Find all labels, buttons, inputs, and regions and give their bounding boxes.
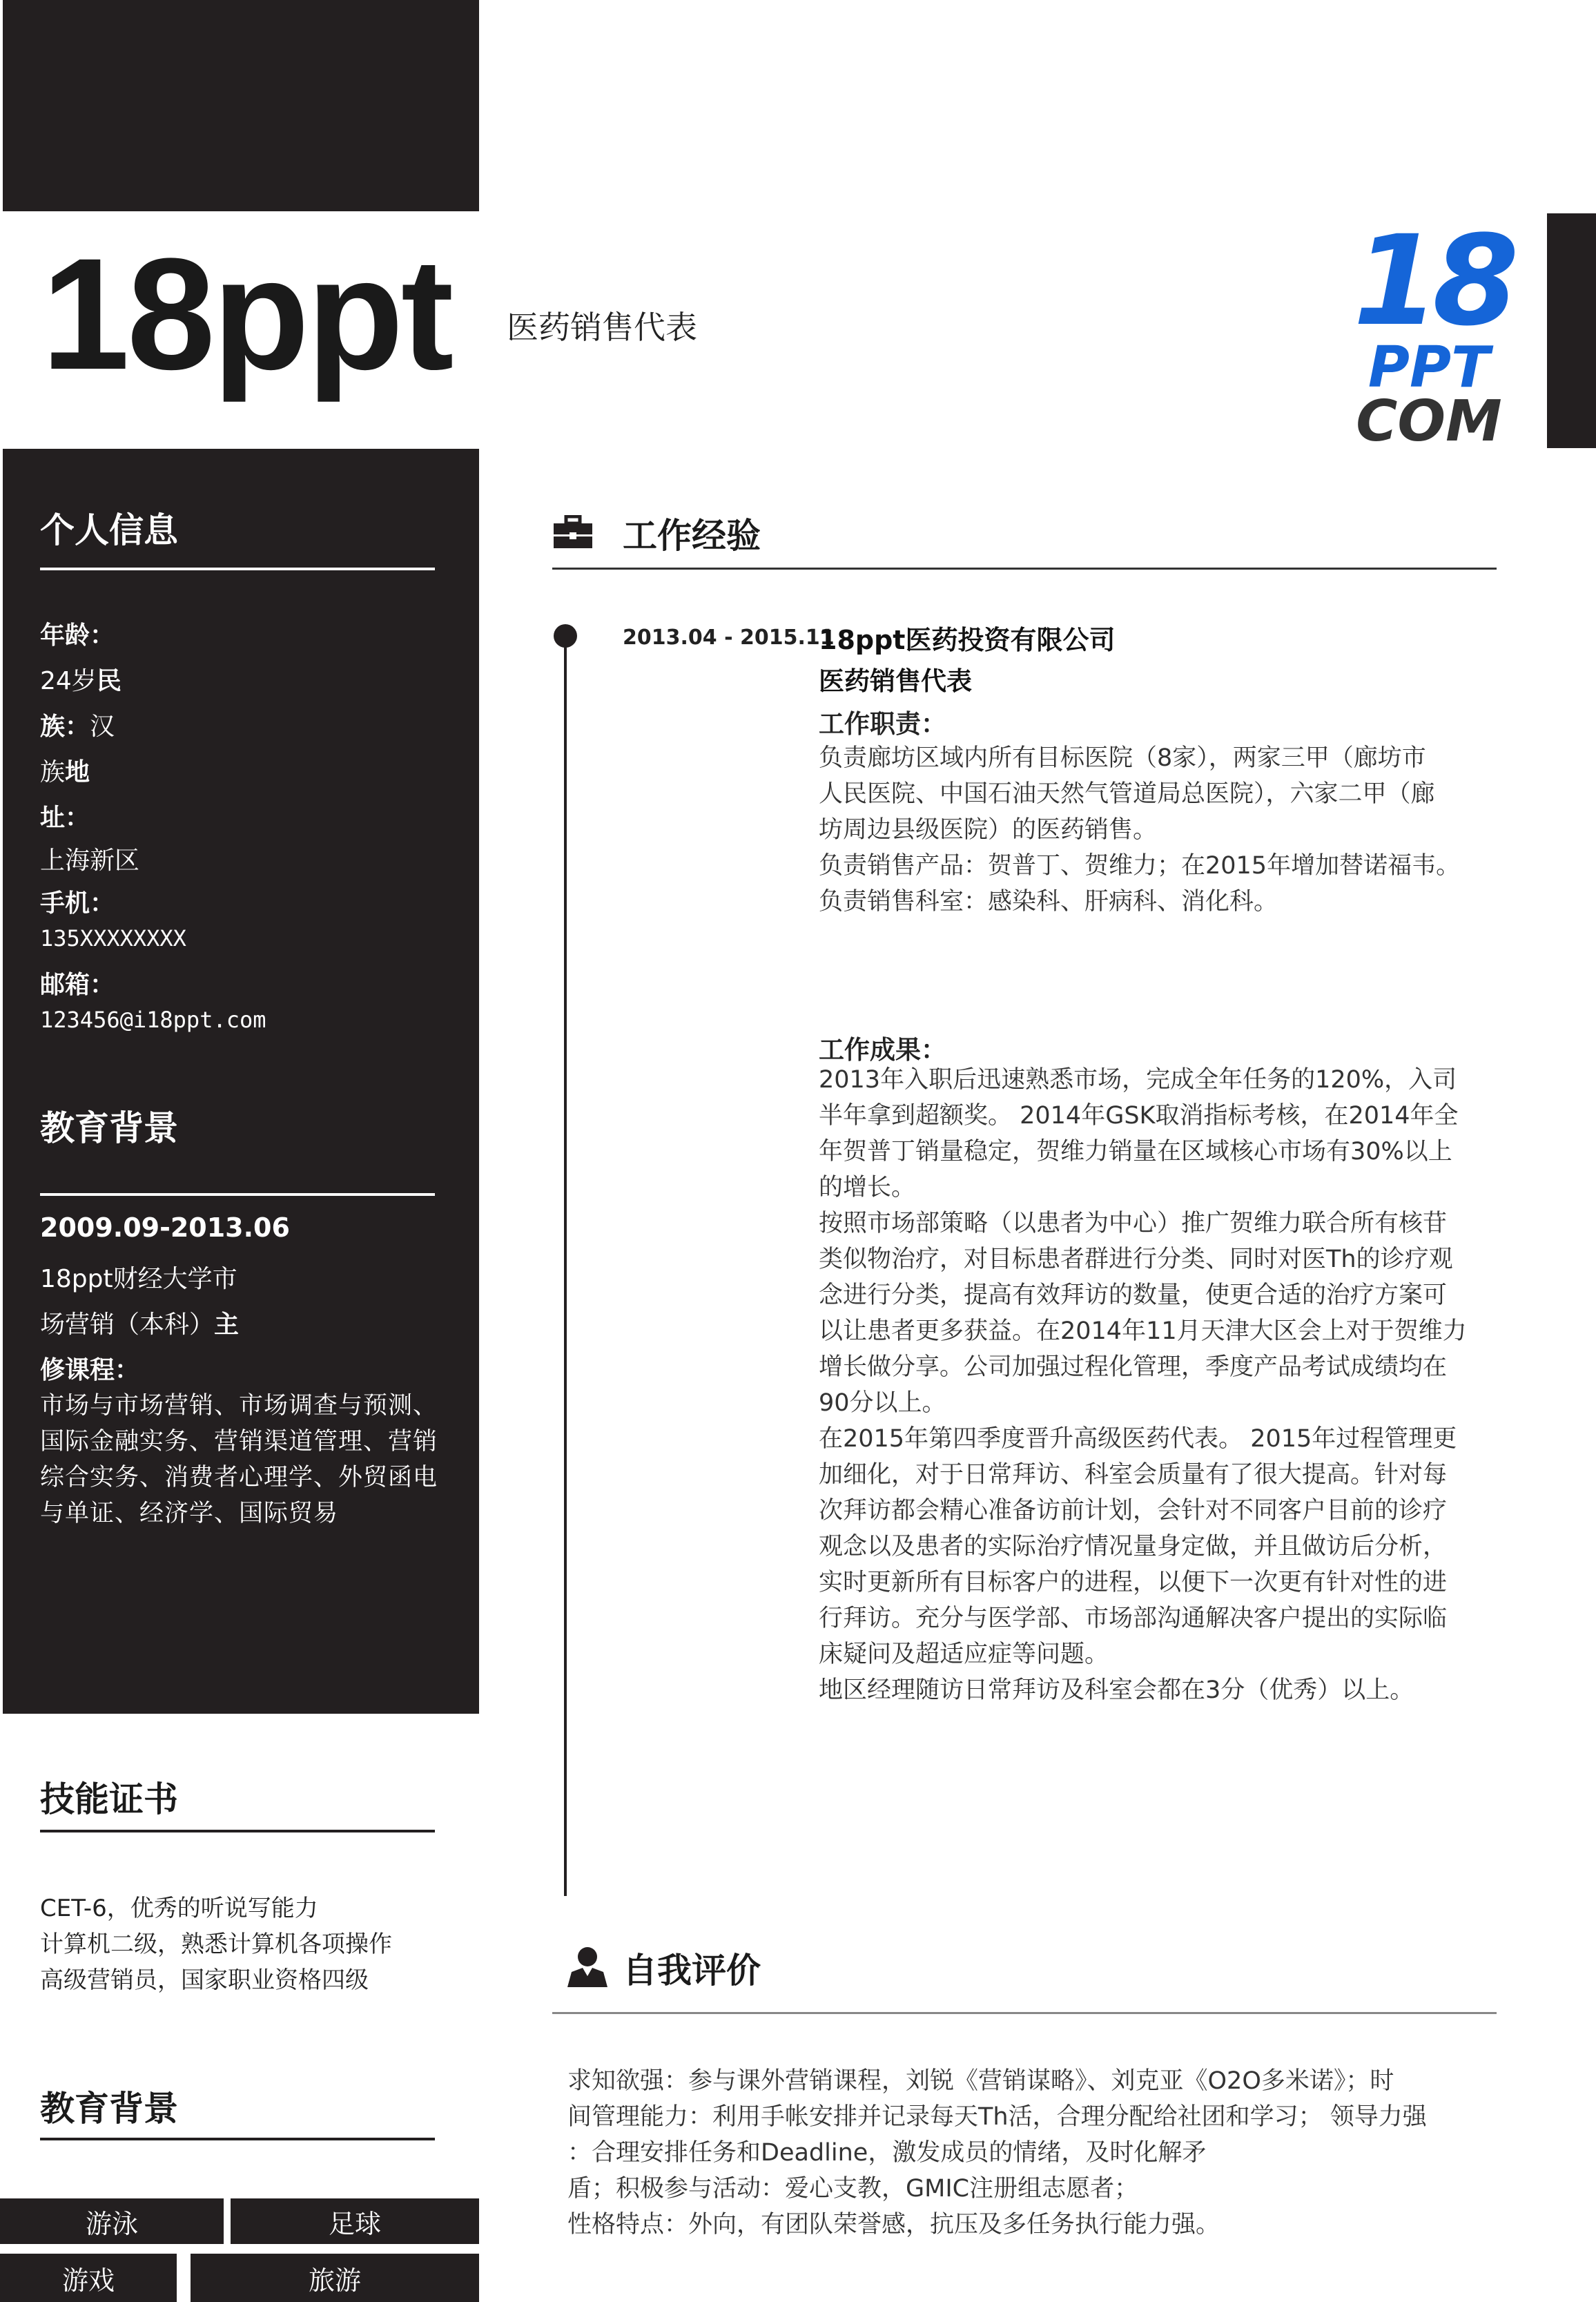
briefcase-icon: [552, 515, 594, 552]
results-text: [819, 1062, 1509, 1708]
education-rule: [40, 1193, 435, 1196]
duty-line: 负责廊坊区域内所有目标医院（8家），两家三甲（廊坊市: [819, 744, 1426, 772]
self-eval-title: 自我评价: [623, 1951, 761, 1991]
right-edge-tab: [1547, 213, 1596, 448]
age-label: 年龄：: [40, 621, 115, 650]
age-row: [40, 661, 266, 707]
duties-text: [819, 740, 1495, 920]
result-line: 加细化，对于日常拜访、科室会质量有了很大提高。针对每: [819, 1461, 1448, 1489]
duty-line: 人民医院、中国石油天然气管道局总医院），六家二甲（廊: [819, 780, 1435, 808]
hobby-football: 足球: [231, 2198, 479, 2244]
hobbies-title: 教育背景: [40, 2089, 178, 2129]
duties-label: 工作职责：: [819, 709, 946, 739]
ethnicity-value: 汉: [90, 713, 115, 741]
result-line: 年贺普丁销量稳定，贺维力销量在区域核心市场有30%以上: [819, 1138, 1452, 1165]
education-major: 场营销（本科）: [40, 1310, 215, 1339]
result-line: 床疑问及超适应症等问题。: [819, 1641, 1109, 1668]
header-top-block: [3, 0, 479, 211]
timeline-line: [564, 642, 567, 1896]
brand-logo: [1353, 209, 1512, 454]
age-value: 24岁: [40, 667, 97, 695]
hobbies-rule: [40, 2138, 435, 2140]
email-label: 邮箱：: [40, 971, 115, 999]
ethnicity-value-tail: 族: [40, 758, 66, 786]
address-value: 上海新区: [40, 847, 140, 875]
result-line: 2013年入职后迅速熟悉市场，完成全年任务的120%，入司: [819, 1066, 1457, 1094]
ethnicity-row: [40, 707, 266, 753]
result-line: 念进行分类，提高有效拜访的数量，使更合适的治疗方案可: [819, 1281, 1448, 1309]
self-eval-line: ：合理安排任务和Deadline，激发成员的情绪，及时化解矛: [567, 2139, 1207, 2167]
duty-line: 负责销售产品：贺普丁、贺维力；在2015年增加替诺福韦。: [819, 852, 1461, 880]
education-school: 18ppt财经大学市: [40, 1265, 237, 1293]
logo-number: 18: [1353, 209, 1512, 354]
personal-info-rule: [40, 568, 435, 570]
skills-title: 技能证书: [40, 1779, 178, 1819]
ethnicity-row-2: [40, 753, 266, 798]
ethnicity-label-b: 族：: [40, 713, 90, 741]
self-eval-line: 间管理能力：利用手帐安排并记录每天Th活，合理分配给社团和学习； 领导力强: [567, 2103, 1427, 2131]
self-eval-rule: [552, 2012, 1497, 2014]
education-period: 2009.09-2013.06: [40, 1212, 290, 1243]
job-title: 医药销售代表: [507, 309, 697, 346]
result-line: 按照市场部策略（以患者为中心）推广贺维力联合所有核苷: [819, 1210, 1448, 1237]
courses-text: 市场与市场营销、市场调查与预测、国际金融实务、营销渠道管理、营销综合实务、消费者心理学、外贸函电与单证、经济学、国际贸易: [40, 1392, 438, 1527]
duty-line: 坊周边县级医院）的医药销售。: [819, 816, 1158, 844]
result-line: 的增长。: [819, 1174, 916, 1201]
result-line: 类似物治疗，对目标患者群进行分类、同时对医Th的诊疗观: [819, 1246, 1453, 1273]
education-major-row: [40, 1305, 440, 1351]
phone-value: 135XXXXXXXX: [40, 925, 186, 951]
skill-item: CET-6，优秀的听说写能力: [40, 1895, 318, 1922]
result-line: 行拜访。充分与医学部、市场部沟通解决客户提出的实际临: [819, 1605, 1448, 1632]
work-period: 2013.04 - 2015.11: [623, 626, 835, 650]
result-line: 观念以及患者的实际治疗情况量身定做，并且做访后分析，: [819, 1533, 1448, 1560]
result-line: 半年拿到超额奖。 2014年GSK取消指标考核，在2014年全: [819, 1102, 1459, 1130]
skills-list: [40, 1890, 392, 1998]
self-eval-line: 性格特点：外向，有团队荣誉感，抗压及多任务执行能力强。: [567, 2211, 1220, 2238]
ethnicity-label-a: 民: [96, 667, 121, 695]
courses-label-b: 修课程：: [40, 1356, 140, 1384]
skill-item: 高级营销员，国家职业资格四级: [40, 1966, 369, 1994]
candidate-name: 18ppt: [41, 225, 451, 403]
hobby-swimming: 游泳: [0, 2198, 224, 2244]
result-line: 在2015年第四季度晋升高级医药代表。 2015年过程管理更: [819, 1425, 1457, 1453]
result-line: 实时更新所有目标客户的进程，以便下一次更有针对性的进: [819, 1569, 1448, 1596]
courses-label-a: 主: [214, 1310, 240, 1339]
phone-label: 手机：: [40, 889, 115, 918]
logo-com: COM: [1356, 389, 1502, 454]
self-eval-line: 盾；积极参与活动：爱心支教，GMIC注册组志愿者；: [567, 2175, 1139, 2203]
result-line: 以让患者更多获益。在2014年11月天津大区会上对于贺维力: [819, 1317, 1467, 1345]
education-title: 教育背景: [40, 1108, 178, 1148]
self-eval-line: 求知欲强：参与课外营销课程，刘锐《营销谋略》、刘克亚《O2O多米诺》；时: [567, 2067, 1394, 2095]
results-label: 工作成果：: [819, 1035, 946, 1065]
personal-info-list: [40, 616, 266, 1047]
work-rule: [552, 568, 1497, 570]
hobby-gaming: 游戏: [0, 2254, 177, 2302]
education-body: [40, 1212, 440, 1531]
work-company: 18ppt医药投资有限公司: [819, 625, 1116, 655]
work-title: 工作经验: [623, 516, 761, 556]
address-label-a: 地: [65, 758, 90, 786]
email-value: 123456@i18ppt.com: [40, 1007, 266, 1033]
personal-info-title: 个人信息: [40, 510, 178, 550]
logo-ppt: PPT: [1368, 335, 1490, 400]
duty-line: 负责销售科室：感染科、肝病科、消化科。: [819, 888, 1278, 916]
skills-rule: [40, 1830, 435, 1832]
skill-item: 计算机二级，熟悉计算机各项操作: [40, 1931, 392, 1958]
result-line: 地区经理随访日常拜访及科室会都在3分（优秀）以上。: [819, 1676, 1414, 1704]
address-label-b: 址：: [40, 804, 90, 832]
result-line: 90分以上。: [819, 1389, 946, 1417]
work-position: 医药销售代表: [819, 666, 972, 696]
result-line: 次拜访都会精心准备访前计划，会针对不同客户目前的诊疗: [819, 1497, 1448, 1525]
hobby-travel: 旅游: [191, 2254, 479, 2302]
person-icon: [565, 1946, 610, 1991]
self-eval-text: [567, 2063, 1534, 2243]
result-line: 增长做分享。公司加强过程化管理，季度产品考试成绩均在: [819, 1353, 1448, 1381]
